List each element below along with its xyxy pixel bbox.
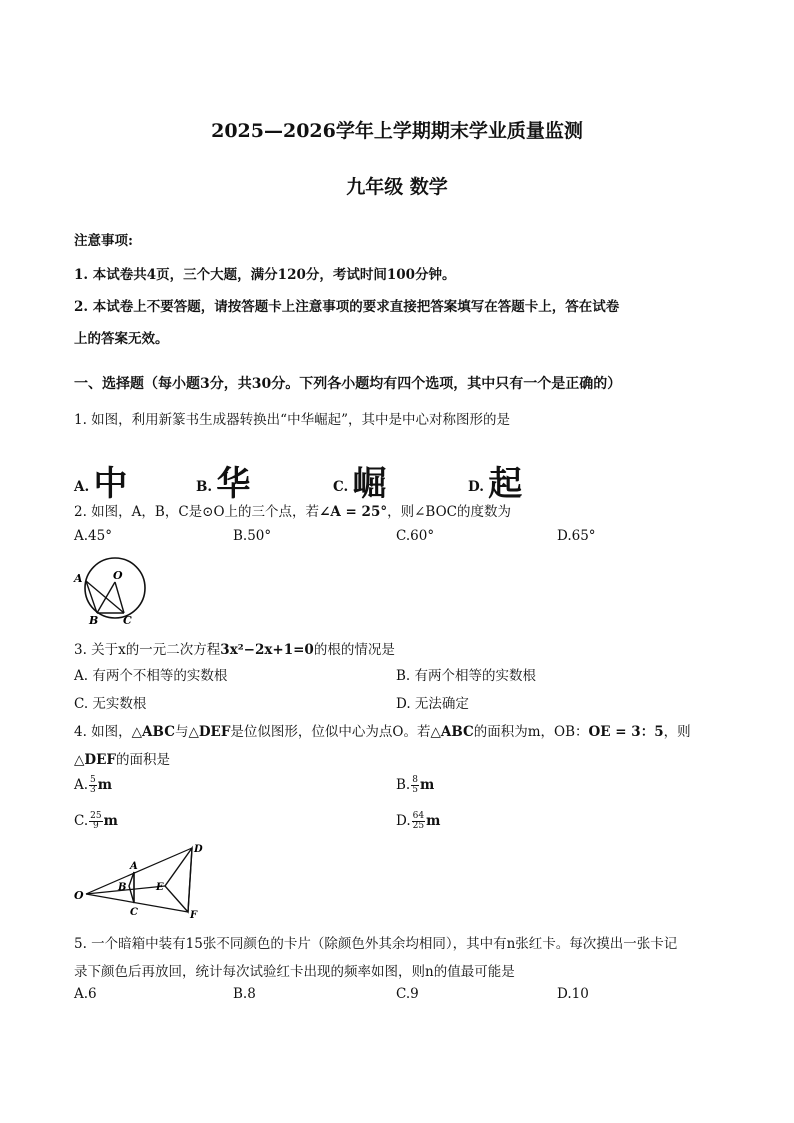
notice-item-2-line-2: 上的答案无效。 xyxy=(74,331,169,347)
q5-option-b: B.8 xyxy=(233,986,256,1002)
q5-stem-line-2: 录下颜色后再放回，统计每次试验红卡出现的频率如图，则n的值最可能是 xyxy=(74,964,515,980)
q2-option-a: A.45° xyxy=(74,528,112,544)
q2-label-c: C xyxy=(123,614,132,627)
q1-option-b-label: B. xyxy=(196,479,213,495)
q5-option-a: A.6 xyxy=(74,986,97,1002)
q4-tri-def-2: △DEF xyxy=(74,752,116,768)
q4-option-b-label: B. xyxy=(396,777,411,793)
q1-option-a-label: A. xyxy=(74,479,90,495)
q1-option-c-glyph: 崛 xyxy=(352,464,387,504)
q4-stem-d: 的面积为m，OB： xyxy=(473,724,589,740)
q4-side-df xyxy=(188,848,192,912)
q4-stem-line-1 xyxy=(74,720,691,740)
q2-label-b: B xyxy=(89,614,99,627)
q4-option-c-unit: m xyxy=(103,813,118,829)
q3-option-d: D. 无法确定 xyxy=(396,696,469,712)
notice-heading: 注意事项: xyxy=(74,233,133,249)
q2-circle-figure xyxy=(70,552,150,628)
q1-option-a xyxy=(74,452,128,504)
q5-stem-line-1: 5. 一个暗箱中装有15张不同颜色的卡片（除颜色外其余均相同），其中有n张红卡。每次摸出一张卡记 xyxy=(74,936,678,952)
q1-stem: 1. 如图，利用新篆书生成器转换出“中华崛起”，其中是中心对称图形的是 xyxy=(74,412,510,428)
q4-option-c-label: C. xyxy=(74,813,89,829)
notice-item-1: 1. 本试卷共4页，三个大题，满分120分，考试时间100分钟。 xyxy=(74,267,456,283)
q4-option-d-fraction: $\frac{64}{25}$ xyxy=(412,811,425,831)
q4-option-d-unit: m xyxy=(426,813,441,829)
exam-title: 2025—2026学年上学期期末学业质量监测 xyxy=(211,120,583,142)
q1-option-c xyxy=(333,452,387,504)
q4-option-a-label: A. xyxy=(74,777,89,793)
q1-option-a-glyph: 中 xyxy=(93,464,128,504)
q4-stem-c: 是位似图形，位似中心为点O。若 xyxy=(230,724,431,740)
q2-line-ob xyxy=(97,582,115,613)
q2-stem xyxy=(74,500,511,520)
q4-label-a: A xyxy=(130,861,138,872)
q4-triangle-abc xyxy=(129,872,134,903)
q2-label-o: O xyxy=(113,569,123,582)
q4-option-a xyxy=(74,776,112,795)
q4-option-b xyxy=(396,776,434,795)
q4-option-c xyxy=(74,812,118,831)
q3-option-a: A. 有两个不相等的实数根 xyxy=(74,668,228,684)
q4-stem-line-2-text: 的面积是 xyxy=(115,752,170,768)
q4-tri-abc-2: △ABC xyxy=(430,724,474,740)
q1-option-b-glyph: 华 xyxy=(216,464,251,504)
q1-option-c-label: C. xyxy=(333,479,349,495)
q4-label-d: D xyxy=(194,844,203,855)
q2-stem-math: ∠A = 25° xyxy=(319,504,388,520)
q3-stem xyxy=(74,638,395,658)
q4-option-d-label: D. xyxy=(396,813,411,829)
q5-option-d: D.10 xyxy=(557,986,589,1002)
q4-option-a-unit: m xyxy=(97,777,113,793)
q4-stem-a: 4. 如图， xyxy=(74,724,132,740)
q2-stem-a: 2. 如图，A，B，C是⊙O上的三个点，若 xyxy=(74,504,320,520)
q1-option-d-label: D. xyxy=(468,479,484,495)
q4-stem-line-2 xyxy=(74,748,170,768)
q4-tri-def: △DEF xyxy=(188,724,231,740)
q1-option-d xyxy=(468,452,523,504)
q4-label-o: O xyxy=(74,889,84,902)
q5-option-c: C.9 xyxy=(396,986,419,1002)
q4-ratio: OE = 3：5 xyxy=(588,724,664,740)
q4-option-c-fraction: $\frac{25}{9}$ xyxy=(90,811,102,831)
q4-label-f: F xyxy=(190,910,198,920)
q4-stem-e: ，则 xyxy=(663,724,691,740)
exam-subtitle: 九年级 数学 xyxy=(346,176,448,198)
q2-stem-b: ，则∠BOC的度数为 xyxy=(387,504,511,520)
q2-option-c: C.60° xyxy=(396,528,435,544)
q4-label-b: B xyxy=(118,882,127,893)
q3-stem-b: 的根的情况是 xyxy=(313,642,395,658)
q3-option-c: C. 无实数根 xyxy=(74,696,147,712)
q4-label-c: C xyxy=(130,907,138,918)
q4-option-d xyxy=(396,812,440,831)
section-1-heading: 一、选择题（每小题3分，共30分。下列各小题均有四个选项，其中只有一个是正确的） xyxy=(74,376,622,392)
notice-item-2-line-1: 2. 本试卷上不要答题，请按答题卡上注意事项的要求直接把答案填写在答题卡上，答在试卷 xyxy=(74,299,620,315)
q4-option-b-fraction: $\frac{8}{5}$ xyxy=(412,775,418,795)
q4-tri-abc: △ABC xyxy=(131,724,175,740)
q3-stem-a: 3. 关于x的一元二次方程 xyxy=(74,642,221,658)
q3-stem-math: 3x²−2x+1=0 xyxy=(220,642,314,658)
q4-homothety-figure xyxy=(70,840,210,920)
q1-option-d-glyph: 起 xyxy=(488,464,523,504)
q4-option-b-unit: m xyxy=(419,777,435,793)
q2-option-d: D.65° xyxy=(557,528,596,544)
q4-stem-b: 与 xyxy=(174,724,189,740)
q2-option-b: B.50° xyxy=(233,528,272,544)
q2-label-a: A xyxy=(74,572,83,585)
q4-option-a-fraction: $\frac{5}{3}$ xyxy=(90,775,96,795)
q3-option-b: B. 有两个相等的实数根 xyxy=(396,668,537,684)
q1-option-b xyxy=(196,452,251,504)
q4-label-e: E xyxy=(156,882,164,893)
